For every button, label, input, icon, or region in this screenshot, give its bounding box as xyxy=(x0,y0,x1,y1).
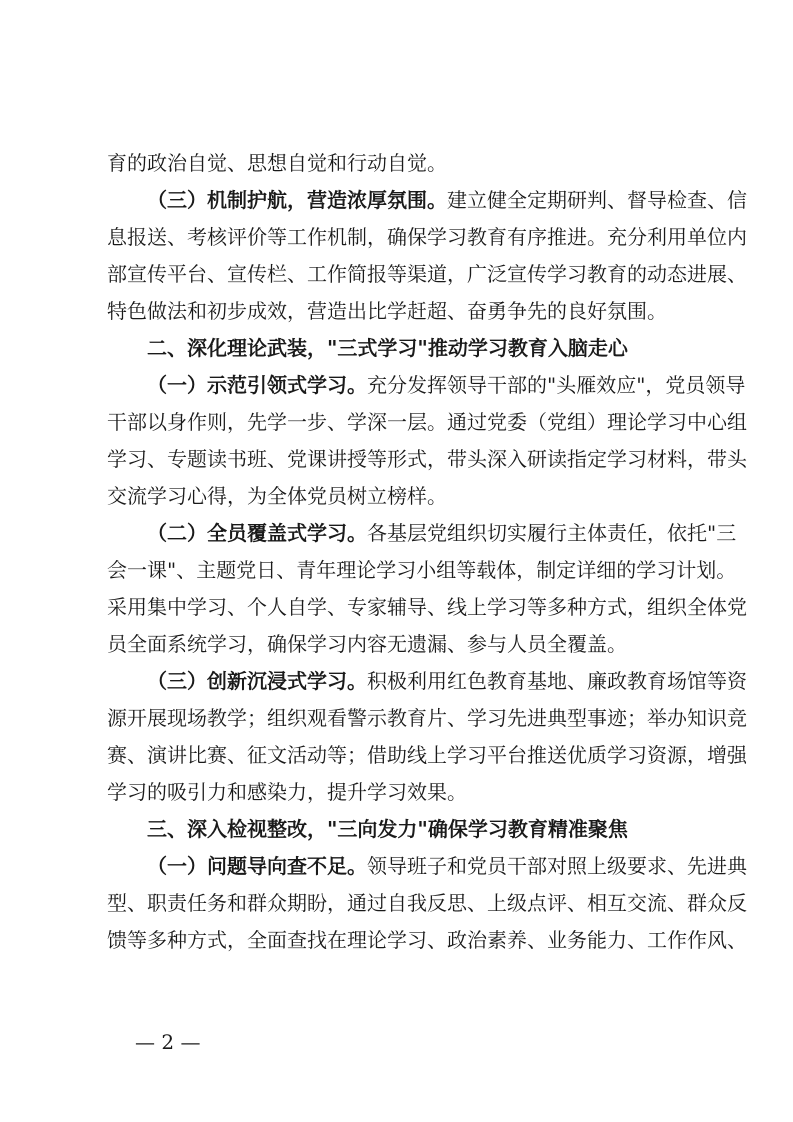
paragraph-line: 会一课"、主题党日、青年理论学习小组等载体，制定详细的学习计划。 xyxy=(107,558,737,582)
paragraph-line xyxy=(107,182,747,219)
paragraph-line: 息报送、考核评价等工作机制，确保学习教育有序推进。充分利用单位内 xyxy=(107,225,747,249)
paragraph-line xyxy=(107,663,747,700)
paragraph-text: 建立健全定期研判、督导检查、信 xyxy=(447,188,747,212)
paragraph-line xyxy=(107,515,737,552)
paragraph-text: 积极利用红色教育基地、廉政教育场馆等资 xyxy=(367,669,747,693)
page-number: — 2 — xyxy=(135,1030,201,1054)
document-body xyxy=(107,145,747,959)
paragraph-line: 馈等多种方式，全面查找在理论学习、政治素养、业务能力、工作作风、 xyxy=(107,928,747,952)
paragraph-line: 特色做法和初步成效，营造出比学赶超、奋勇争先的良好氛围。 xyxy=(107,299,667,323)
paragraph-line: 交流学习心得，为全体党员树立榜样。 xyxy=(107,484,447,508)
paragraph-line: 育的政治自觉、思想自觉和行动自觉。 xyxy=(107,151,447,175)
paragraph-text: 各基层党组织切实履行主体责任，依托"三 xyxy=(367,521,737,545)
paragraph-line: 源开展现场教学；组织观看警示教育片、学习先进典型事迹；举办知识竞 xyxy=(107,706,747,730)
paragraph-line: 赛、演讲比赛、征文活动等；借助线上学习平台推送优质学习资源，增强 xyxy=(107,743,747,767)
paragraph-line xyxy=(107,367,746,404)
paragraph-lead: （一）示范引领式学习。 xyxy=(147,373,367,397)
paragraph-line: 型、职责任务和群众期盼，通过自我反思、上级点评、相互交流、群众反 xyxy=(107,891,747,915)
paragraph-lead: （二）全员覆盖式学习。 xyxy=(147,521,367,545)
section-heading: 二、深化理论武装，"三式学习"推动学习教育入脑走心 xyxy=(147,336,628,360)
paragraph-lead: （一）问题导向查不足。 xyxy=(147,854,367,878)
paragraph-text: 领导班子和党员干部对照上级要求、先进典 xyxy=(367,854,747,878)
paragraph-lead: （三）机制护航，营造浓厚氛围。 xyxy=(147,188,447,212)
paragraph-line: 干部以身作则，先学一步、学深一层。通过党委（党组）理论学习中心组 xyxy=(107,410,747,434)
paragraph-line: 采用集中学习、个人自学、专家辅导、线上学习等多种方式，组织全体党 xyxy=(107,595,747,619)
paragraph-text: 充分发挥领导干部的"头雁效应"，党员领导 xyxy=(367,373,746,397)
paragraph-line: 员全面系统学习，确保学习内容无遗漏、参与人员全覆盖。 xyxy=(107,632,627,656)
paragraph-lead: （三）创新沉浸式学习。 xyxy=(147,669,367,693)
section-heading: 三、深入检视整改，"三向发力"确保学习教育精准聚焦 xyxy=(147,817,628,841)
paragraph-line: 学习的吸引力和感染力，提升学习效果。 xyxy=(107,780,467,804)
paragraph-line xyxy=(107,848,747,885)
paragraph-line: 学习、专题读书班、党课讲授等形式，带头深入研读指定学习材料，带头 xyxy=(107,447,747,471)
paragraph-line: 部宣传平台、宣传栏、工作简报等渠道，广泛宣传学习教育的动态进展、 xyxy=(107,262,747,286)
